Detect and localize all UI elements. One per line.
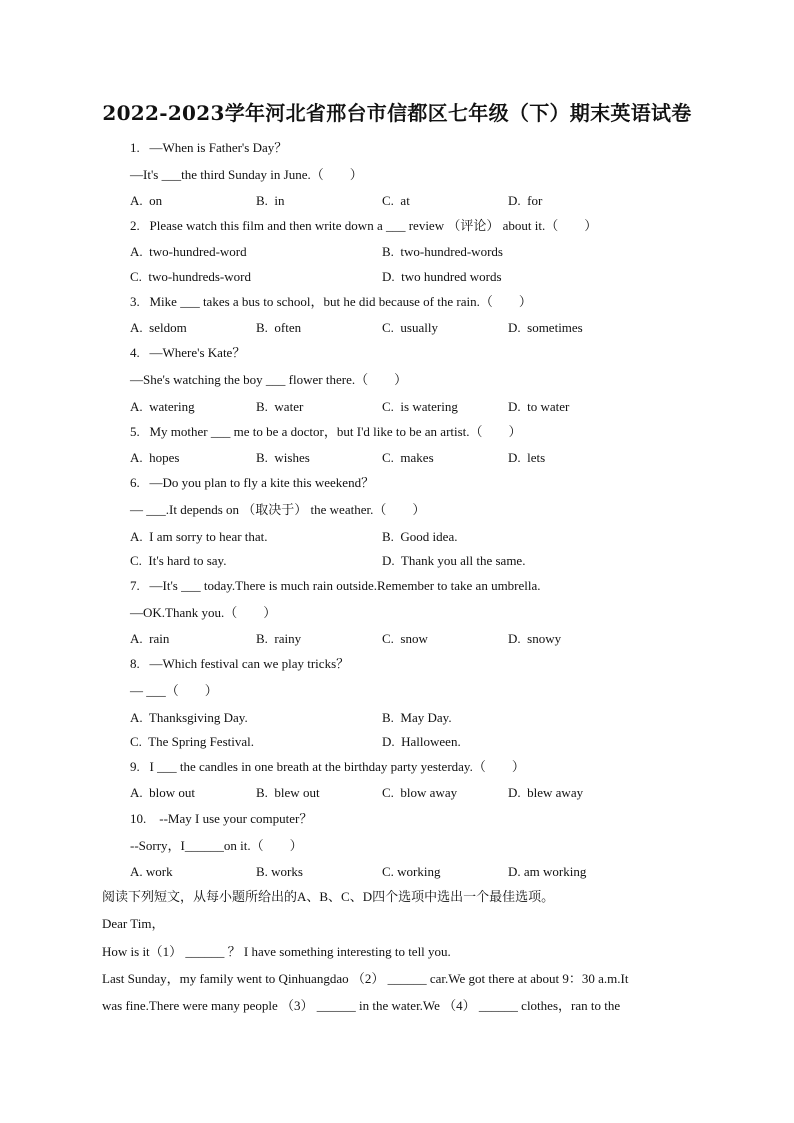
question-4-option-b: B. water bbox=[256, 399, 304, 414]
question-8-option-d: D. Halloween. bbox=[382, 734, 461, 749]
question-6-line-2: — ___.It depends on （取决于） the weather.（ ） bbox=[130, 502, 426, 517]
question-1-option-a: A. on bbox=[130, 193, 163, 208]
question-10-stem: 10. --May I use your computer？ bbox=[130, 811, 313, 826]
question-1-option-b: B. in bbox=[256, 193, 285, 208]
question-8-option-c: C. The Spring Festival. bbox=[130, 734, 254, 749]
question-10-line-2: --Sorry，I______on it.（ ） bbox=[130, 838, 303, 853]
question-6-option-b: B. Good idea. bbox=[382, 529, 458, 544]
question-5-option-b: B. wishes bbox=[256, 450, 310, 465]
question-1-option-d: D. for bbox=[508, 193, 543, 208]
question-1-line-2: —It's ___the third Sunday in June.（ ） bbox=[130, 167, 363, 182]
page-title: 2022-2023学年河北省邢台市信都区七年级（下）期末英语试卷 bbox=[102, 101, 692, 125]
question-7-option-c: C. snow bbox=[382, 631, 428, 646]
question-8-line-2: — ___（ ） bbox=[130, 683, 218, 698]
question-3-option-d: D. sometimes bbox=[508, 320, 583, 335]
question-10-option-b: B. works bbox=[256, 864, 303, 879]
question-5-stem: 5. My mother ___ me to be a doctor，but I'd like to be an artist.（ ） bbox=[130, 424, 522, 439]
question-9-option-b: B. blew out bbox=[256, 785, 320, 800]
question-10-option-c: C. working bbox=[382, 864, 441, 879]
passage-line-1: How is it（1） ______ ？ I have something interesting to tell you. bbox=[102, 944, 451, 959]
question-10-option-a: A. work bbox=[130, 864, 173, 879]
question-6-option-a: A. I am sorry to hear that. bbox=[130, 529, 268, 544]
question-4-option-a: A. watering bbox=[130, 399, 195, 414]
question-6-stem: 6. —Do you plan to fly a kite this weekend？ bbox=[130, 475, 375, 490]
question-2-stem: 2. Please watch this film and then write down a ___ review （评论） about it.（ ） bbox=[130, 218, 598, 233]
question-7-line-2: —OK.Thank you.（ ） bbox=[130, 605, 277, 620]
passage-instruction: 阅读下列短文，从每小题所给出的A、B、C、D四个选项中选出一个最佳选项。 bbox=[102, 889, 555, 904]
question-2-option-d: D. two hundred words bbox=[382, 269, 502, 284]
question-9-option-a: A. blow out bbox=[130, 785, 195, 800]
question-5-option-d: D. lets bbox=[508, 450, 546, 465]
question-3-option-a: A. seldom bbox=[130, 320, 187, 335]
question-4-option-c: C. is watering bbox=[382, 399, 458, 414]
question-1-option-c: C. at bbox=[382, 193, 410, 208]
question-7-option-b: B. rainy bbox=[256, 631, 302, 646]
question-5-option-c: C. makes bbox=[382, 450, 434, 465]
question-2-option-c: C. two-hundreds-word bbox=[130, 269, 251, 284]
passage-line-3: was fine.There were many people （3） ______ in the water.We （4） ______ clothes，ran to the bbox=[102, 998, 621, 1013]
question-4-stem: 4. —Where's Kate？ bbox=[130, 345, 246, 360]
question-7-option-d: D. snowy bbox=[508, 631, 562, 646]
question-1-stem: 1. —When is Father's Day？ bbox=[130, 140, 288, 155]
question-3-option-b: B. often bbox=[256, 320, 302, 335]
passage-greeting: Dear Tim， bbox=[102, 916, 165, 931]
question-7-stem: 7. —It's ___ today.There is much rain outside.Remember to take an umbrella. bbox=[130, 578, 541, 593]
question-9-stem: 9. I ___ the candles in one breath at the birthday party yesterday.（ ） bbox=[130, 759, 525, 774]
question-6-option-c: C. It's hard to say. bbox=[130, 553, 227, 568]
question-9-option-c: C. blow away bbox=[382, 785, 458, 800]
question-8-stem: 8. —Which festival can we play tricks？ bbox=[130, 656, 350, 671]
question-2-option-a: A. two-hundred-word bbox=[130, 244, 247, 259]
question-8-option-b: B. May Day. bbox=[382, 710, 452, 725]
question-5-option-a: A. hopes bbox=[130, 450, 180, 465]
question-9-option-d: D. blew away bbox=[508, 785, 584, 800]
question-4-option-d: D. to water bbox=[508, 399, 570, 414]
question-7-option-a: A. rain bbox=[130, 631, 170, 646]
question-8-option-a: A. Thanksgiving Day. bbox=[130, 710, 248, 725]
question-3-option-c: C. usually bbox=[382, 320, 438, 335]
question-10-option-d: D. am working bbox=[508, 864, 587, 879]
question-2-option-b: B. two-hundred-words bbox=[382, 244, 503, 259]
passage-line-2: Last Sunday，my family went to Qinhuangdao （2） ______ car.We got there at about 9：30 a.m.It bbox=[102, 971, 629, 986]
question-6-option-d: D. Thank you all the same. bbox=[382, 553, 526, 568]
question-4-line-2: —She's watching the boy ___ flower there.（ ） bbox=[130, 372, 408, 387]
question-3-stem: 3. Mike ___ takes a bus to school，but he did because of the rain.（ ） bbox=[130, 294, 532, 309]
